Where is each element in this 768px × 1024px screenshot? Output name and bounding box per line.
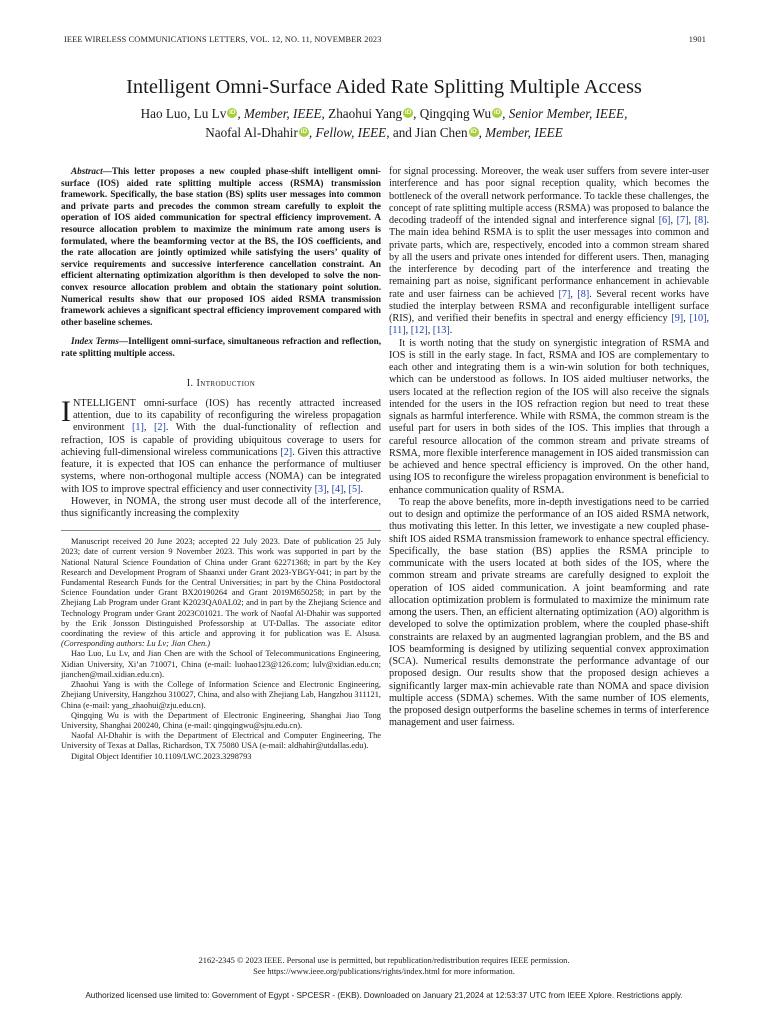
citation-link[interactable]: [1] [132, 422, 144, 434]
citation-link[interactable]: [12] [410, 325, 428, 337]
orcid-icon[interactable]: iD [229, 109, 236, 116]
citation-link[interactable]: [8] [577, 288, 590, 300]
author-membership: , Fellow, IEEE, [308, 125, 390, 140]
author-name: Naofal Al-Dhahir [205, 125, 298, 140]
text-run: , [143, 422, 154, 434]
text-run: . [449, 325, 453, 337]
body-paragraph [389, 338, 709, 497]
running-header-journal: IEEE WIRELESS COMMUNICATIONS LETTERS, VOL. 12, NO. 11, NOVEMBER 2023 [64, 35, 382, 44]
citation-link[interactable]: [4] [331, 483, 344, 495]
text-run: , [683, 313, 690, 324]
author-list [0, 104, 768, 142]
text-run: , [706, 313, 710, 324]
text-run: To reap the above benefits, more in-depth investigations need to be carried out to design and optimize the performance of an IOS aided RSMA network, thus motivating this letter. In this letter, we investigate a new coupled phase-shift IOS aided RSMA transmission framework to enhance spectral efficiency. Specifically, the base station (BS) applies the RSMA principle to communicate with the users located at both sides of the IOS, where the common stream and private streams are carefully designed to exploit the operation of IOS aided communication. A joint beamforming and rate allocation optimization problem is formulated to maximize the minimum rate among the users. Then, an efficient alternating optimization (AO) algorithm is developed to solve the optimization problem, where the coupled phase-shift constraints are relaxed by an augmented lagrangian problem, and the BS and IOS beamforming is designed by utilizing sequential convex approximation (SCA). Numerical results demonstrate the performance advantage of our proposed design. Our results show that the proposed design achieves a significantly larger max-min achievable rate than NOMA and space division multiple access (SDMA) schemes. With the same number of IOS elements, the proposed design outperforms the baseline schemes in terms of interference management and user fairness. [389, 496, 709, 729]
footnotes [61, 537, 381, 761]
footnote-paragraph [61, 731, 381, 751]
citation-link[interactable]: [13] [432, 325, 450, 337]
text-run: Manuscript received 20 June 2023; accepted 22 July 2023. Date of publication 25 July 2023; date of current version 9 November 2023. This work was supported in part by the National Natural Science Foundation of China under Grant 62271368; in part by the Key Research and Development Program of Shaanxi under Grant 2023-YBGY-041; in part by the Fundamental Research Funds for the Central Universities; in part by the China Postdoctoral Science Foundation under Grant BX20190264 and Grant 2019M650258; in part by the Zhejiang Lab Program under Grant K2023QA0AL02; and in part by the Zhejiang Science and Technology Program under Grant 2023C01021. The work of Naofal Al-Dhahir was supported by the Erik Jonsson Distinguished Professorship at UT-Dallas. The associate editor coordinating the review of this article and approving it for publication was E. Alsusa. [61, 537, 381, 639]
author-name: , Qingqing Wu [413, 106, 492, 121]
abstract-text: —This letter proposes a new coupled phase-shift intelligent omni-surface (IOS) aided rate splitting multiple access (RSMA) transmission framework. Specifically, the base station (BS) splits user messages into common and private parts and precodes the common stream carefully to exploit the operation of IOS aided communication for spectral efficiency improvement. A resource allocation problem to maximize the minimum rate among users is formulated, where the beamforming vector at the BS, the IOS coefficients, and the rate allocation are jointly optimized while satisfying the users’ quality of service requirements and successive interference cancellation constraint. An efficient alternating optimization algorithm is then developed to solve the non-convex resource allocation problem and obtain the stationary point solution. Numerical results show that our proposed IOS aided RSMA transmission framework achieves a significant spectral efficiency improvement compared with other baseline schemes. [61, 166, 381, 327]
text-run: , [570, 288, 578, 300]
orcid-icon[interactable]: iD [300, 128, 308, 135]
footnote-paragraph [61, 680, 381, 711]
license-footer: Authorized licensed use limited to: Government of Egypt - SPCESR - (EKB). Downloaded on January 21,2024 at 12:53:37 UTC from IEEE Xplore. Restrictions apply. [85, 991, 683, 1000]
index-terms [61, 336, 381, 359]
text-run: . The main idea behind RSMA is to split the user messages into common and private parts, which are, respectively, encoded into a common stream shared by all the users and private ones intended for different users. Then, managing the interference by decoding part of the interference and treating the remaining part as noise, significant performance enhancement in achievable rate and user fairness can be achieved [389, 215, 710, 300]
section-heading-introduction [61, 378, 381, 390]
body-paragraph [389, 497, 709, 730]
citation-link[interactable]: [5] [348, 483, 361, 495]
citation-link[interactable]: [2] [280, 446, 293, 458]
citation-link[interactable]: [9] [671, 313, 684, 324]
text-run: NTELLIGENT omni-surface (IOS) has recently attracted increased attention, due to its capability of reconfiguring the wireless propagation environment [73, 397, 381, 434]
author-name: and Jian Chen [389, 125, 468, 140]
text-run: . With the dual-functionality of reflection and refraction, IOS is capable of providing ubiquitous coverage to users for achieving full-dimensional wireless communications [61, 422, 381, 458]
text-run: , [688, 215, 695, 226]
index-terms-label: Index Terms [71, 336, 119, 347]
citation-link[interactable]: [7] [676, 215, 689, 226]
introduction-body-left [61, 394, 381, 521]
section-title: Introduction [196, 377, 256, 389]
abstract-label: Abstract [71, 166, 103, 176]
right-column [389, 166, 709, 730]
text-run: However, in NOMA, the strong user must decode all of the interference, thus significantly increasing the complexity [61, 495, 381, 519]
index-terms-text: —Intelligent omni-surface, simultaneous refraction and reflection, rate splitting multiple access. [61, 336, 381, 358]
body-paragraph [389, 166, 709, 338]
text-run: . Several recent works have studied the interplay between RSMA and reconfigurable intelligent surface (RIS), and verified their benefits in spectral and energy efficiency [389, 288, 709, 324]
text-run: , [427, 325, 433, 337]
author-name: Hao Luo, Lu Lv [140, 106, 227, 121]
footnote-paragraph [61, 752, 381, 762]
text-run: , [670, 215, 677, 226]
text-run: Zhaohui Yang is with the College of Information Science and Electronic Engineering, Zhejiang University, Hangzhou 310027, China, and also with Zhejiang Lab, Hangzhou 311121, China (e-mail: yang_zhaohui@zju.edu.cn). [61, 680, 381, 710]
orcid-icon[interactable]: iD [404, 109, 412, 116]
body-paragraph [61, 496, 381, 521]
text-run: , [405, 325, 411, 337]
orcid-icon[interactable]: iD [493, 109, 501, 116]
footnote-paragraph [61, 537, 381, 649]
page-number: 1901 [688, 35, 706, 44]
copyright-line-1: 2162-2345 © 2023 IEEE. Personal use is permitted, but republication/redistribution requires IEEE permission. [198, 956, 570, 965]
text-run: , [343, 483, 349, 495]
text-run: (Corresponding authors: Lu Lv; Jian Chen.) [61, 639, 211, 649]
author-name: Zhaohui Yang [324, 106, 403, 121]
text-run: , [326, 483, 332, 495]
text-run: Hao Luo, Lu Lv, and Jian Chen are with the School of Telecommunications Engineering, Xidian University, Xi’an 710071, China (e-mail: luohao123@126.com; lulv@xidian.edu.cn; jianchen@mail.xidian.edu.cn). [61, 649, 381, 679]
text-run: Digital Object Identifier 10.1109/LWC.2023.3298793 [71, 751, 252, 761]
footnote-paragraph [61, 649, 381, 680]
text-run: for signal processing. Moreover, the weak user suffers from severe inter-user interference and has poor signal reception quality, which becomes the bottleneck of the overall network performance. To tackle these challenges, the concept of rate splitting multiple access (RSMA) was proposed to balance the decoding tradeoff of the intended signal and interference signal [389, 166, 709, 226]
citation-link[interactable]: [7] [558, 288, 571, 300]
author-membership: , Senior Member, IEEE, [502, 106, 628, 121]
text-run: Qingqing Wu is with the Department of Electronic Engineering, Shanghai Jiao Tong University, Shanghai 200240, China (e-mail: qingqingwu@sjtu.edu.cn). [61, 710, 381, 730]
abstract [61, 166, 381, 328]
citation-link[interactable]: [6] [658, 215, 671, 226]
body-paragraph [61, 394, 381, 496]
copyright-line-2: See https://www.ieee.org/publications/rights/index.html for more information. [253, 967, 515, 976]
text-run: It is worth noting that the study on synergistic integration of RSMA and IOS is still in the early stage. In fact, RSMA and IOS are complementary to each other and integrating them is a win-win solution for both techniques, which can be understood as follows. In IOS aided multiuser networks, the users located at the reflection region of the IOS will also receive the signals intended for the users in the IOS refraction region but need to treat these signals as harmful interference. While with RSMA, the common stream is the useful part for users in both sides of the IOS. This implies that through a careful resource allocation of the common stream and private streams of RSMA, more flexible interference management in IOS aided transmission can be achieved and hence spectral efficiency is improved. On the other hand, using IOS to reconfigure the wireless propagation environment is beneficial to enhance communication quality of RSMA. [389, 337, 709, 496]
footnote-divider [61, 530, 381, 531]
copyright-notice [0, 955, 768, 977]
citation-link[interactable]: [11] [389, 325, 406, 337]
citation-link[interactable]: [3] [314, 483, 327, 495]
section-number: I. [186, 377, 194, 389]
paper-title: Intelligent Omni-Surface Aided Rate Splitting Multiple Access [126, 76, 642, 98]
orcid-icon[interactable]: iD [470, 128, 477, 135]
text-run: . [360, 483, 363, 495]
citation-link[interactable]: [10] [689, 313, 707, 324]
drop-cap: I [61, 394, 71, 428]
introduction-body-right [389, 166, 709, 730]
text-run: . Given this attractive feature, it is expected that IOS can enhance the performance of multiuser systems, where non-orthogonal multiple access (NOMA) can be integrated with IOS to improve spectral efficiency and user connectivity [61, 446, 381, 495]
text-run: Naofal Al-Dhahir is with the Department of Electrical and Computer Engineering, The University of Texas at Dallas, Richardson, TX 75080 USA (e-mail: aldhahir@utdallas.edu). [61, 731, 381, 751]
left-column [61, 166, 381, 762]
footnote-paragraph [61, 711, 381, 731]
author-membership: , Member, IEEE [478, 125, 563, 140]
author-membership: , Member, IEEE, [237, 106, 325, 121]
author-line-2 [0, 123, 768, 142]
citation-link[interactable]: [8] [694, 215, 707, 226]
citation-link[interactable]: [2] [153, 422, 166, 434]
author-line-1 [0, 104, 768, 123]
